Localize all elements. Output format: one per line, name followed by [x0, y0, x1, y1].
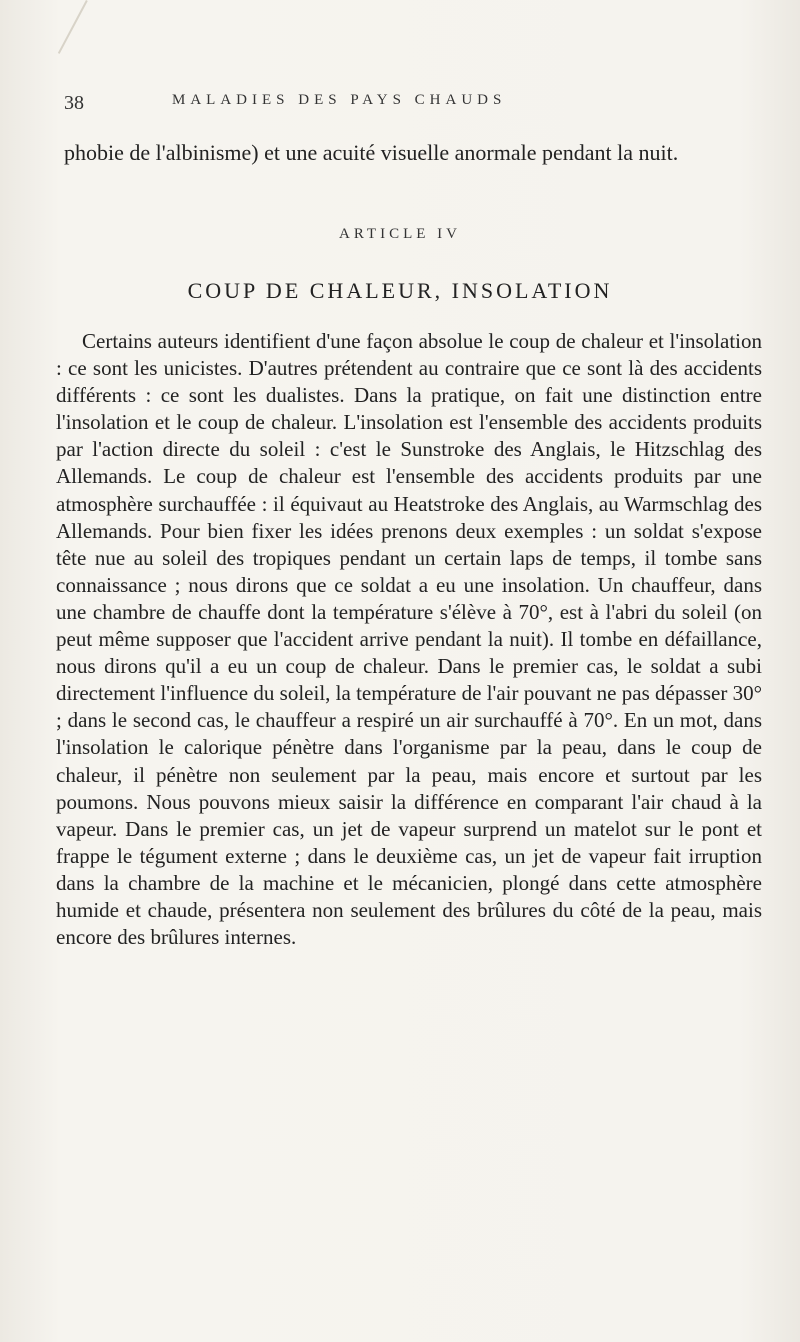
paper-crease-mark [58, 0, 88, 54]
article-label: ARTICLE IV [338, 226, 461, 242]
running-head-title: MALADIES DES PAYS CHAUDS [172, 92, 507, 108]
intro-paragraph: phobie de l'albinisme) et une acuité visuelle anormale pendant la nuit. [64, 140, 679, 165]
article-title: COUP DE CHALEUR, INSOLATION [187, 278, 613, 303]
page-number: 38 [64, 92, 84, 114]
running-head [64, 92, 764, 116]
body-paragraph: Certains auteurs identifient d'une façon absolue le coup de chaleur et l'insolation : ce sont les unicistes. D'autres prétendent au contraire que ce sont là des accidents différents : ce sont les dualistes. Dans la pratique, on fait une distinction entre l'insolation et le coup de chaleur. L'insolation est l'ensemble des accidents produits par l'action directe du soleil : c'est le Sunstroke des Anglais, le Hitzschlag des Allemands. Le coup de chaleur est l'ensemble des accidents produits par une atmosphère surchauffée : il équivaut au Heatstroke des Anglais, au Warmschlag des Allemands. Pour bien fixer les idées prenons deux exemples : un soldat s'expose tête nue au soleil des tropiques pendant un certain laps de temps, il tombe sans connaissance ; nous dirons que ce soldat a eu une insolation. Un chauffeur, dans une chambre de chauffe dont la température s'élève à 70°, est à l'abri du soleil (on peut même supposer que l'accident arrive pendant la nuit). Il tombe en défaillance, nous dirons qu'il a eu un coup de chaleur. Dans le premier cas, le soldat a subi directement l'influence du soleil, la température de l'air pouvant ne pas dépasser 30° ; dans le second cas, le chauffeur a respiré un air surchauffé à 70°. En un mot, dans l'insolation le calorique pénètre dans l'organisme par la peau, dans le coup de chaleur, il pénètre non seulement par la peau, mais encore et surtout par les poumons. Nous pouvons mieux saisir la différence en comparant l'air chaud à la vapeur. Dans le premier cas, un jet de vapeur surprend un matelot sur le pont et frappe le tégument externe ; dans le deuxième cas, un jet de vapeur fait irruption dans la chambre de la machine et le mécanicien, plongé dans cette atmosphère humide et chaude, présentera non seulement des brûlures du côté de la peau, mais encore des brûlures internes. [56, 329, 762, 950]
